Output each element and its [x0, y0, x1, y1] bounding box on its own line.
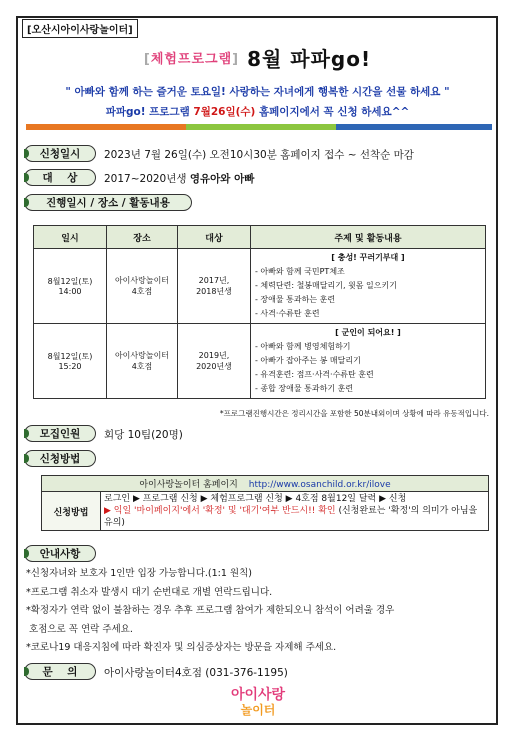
title-program: 체험프로그램: [150, 52, 233, 67]
guide-item: *코로나19 대응지침에 따라 확진자 및 의심증상자는 방문을 자제해 주세요.: [26, 642, 337, 653]
schedule-label: [24, 194, 192, 211]
recruit-label-text: 모집인원: [39, 428, 81, 440]
activity-item: - 아빠가 잡아주는 봉 매달리기: [255, 356, 361, 365]
method-steps-row: [42, 492, 489, 531]
pill-marker: [24, 173, 29, 182]
row-place-name: 아이사랑놀이터: [114, 276, 170, 285]
schedule-header-row: [34, 226, 486, 249]
target-value-years: 2017~2020년생: [104, 173, 187, 185]
method-row-label: 신청방법: [42, 492, 101, 531]
page-title: [0, 43, 515, 72]
row-target-year2: 2018년생: [196, 287, 232, 296]
row-place-branch: 4호점: [131, 362, 153, 371]
row-topic: [ 충성! 꾸러기부대 ]: [331, 253, 405, 262]
homepage-link[interactable]: http://www.osanchild.or.kr/ilove: [248, 480, 391, 490]
apply-date-label-text: 신청일시: [39, 148, 81, 160]
pill-marker: [24, 429, 29, 438]
title-main: 8월 파파go!: [247, 47, 372, 71]
guide-item: *프로그램 취소자 발생시 대기 순번대로 개별 연락드립니다.: [26, 586, 273, 598]
color-divider: [26, 124, 492, 130]
guide-item: *신청자녀와 보호자 1인만 입장 가능합니다.(1:1 원칙): [26, 568, 252, 579]
row-place: [107, 324, 178, 399]
schedule-note: *프로그램진행시간은 정리시간을 포함한 50분내외이며 상황에 따라 유동적입니다.: [219, 409, 489, 418]
col-topic-header: 주제 및 활동내용: [251, 226, 486, 249]
ilove-playground-logo: [211, 683, 306, 719]
row-place-name: 아이사랑놀이터: [114, 351, 170, 360]
row-date: [34, 249, 107, 324]
guide-label-text: 안내사항: [39, 548, 81, 560]
divider-blue: [336, 124, 492, 130]
target-value-who: 영유아와 아빠: [189, 173, 255, 185]
org-tag: [오산시아이사랑놀이터]: [22, 19, 138, 38]
method-site-cell: [42, 476, 489, 492]
row-target: [178, 249, 251, 324]
contact-label: [24, 663, 96, 680]
row-activities: [251, 249, 486, 324]
title-bracket-open: [: [143, 52, 151, 67]
table-row: [34, 324, 486, 399]
activity-item: - 아빠와 함께 병영체험하기: [255, 342, 351, 351]
row-date-day: 8월12일(토): [47, 277, 93, 286]
activity-item: - 체력단련: 철봉매달리기, 윗몸 일으키기: [255, 281, 397, 290]
guide-list: [26, 565, 394, 658]
method-site-row: [42, 476, 489, 492]
pill-marker: [24, 667, 29, 676]
recruit-value: 회당 10팀(20명): [104, 429, 183, 441]
col-date-header: 일시: [34, 226, 107, 249]
target-value: [104, 171, 254, 186]
guide-label: [24, 545, 96, 562]
row-target-year1: 2017년,: [198, 276, 230, 285]
method-warning-red: ▶ 익일 '마이페이지'에서 '확정' 및 '대기'여부 반드시!! 확인: [104, 506, 336, 516]
method-steps: 로그인 ▶ 프로그램 신청 ▶ 체험프로그램 신청 ▶ 4호점 8월12일 달력 ▶ 신청: [104, 494, 407, 504]
logo-line1: 아이사랑: [230, 687, 286, 703]
pill-marker: [24, 198, 29, 207]
slogan-line2-b: 홈페이지에서 꼭 신청 하세요^^: [259, 106, 410, 118]
method-label-text: 신청방법: [39, 453, 81, 465]
method-warning-note: (신청완료는 '확정'의 의미가 아님을 유의): [104, 506, 478, 528]
row-target-year1: 2019년,: [198, 351, 230, 360]
col-target-header: 대상: [178, 226, 251, 249]
title-bracket-close: ]: [232, 52, 240, 67]
table-row: [34, 249, 486, 324]
pill-marker: [24, 454, 29, 463]
activity-item: - 장애물 통과하는 훈련: [255, 295, 336, 304]
row-date-day: 8월12일(토): [47, 352, 93, 361]
target-label-text: 대 상: [42, 172, 78, 184]
schedule-label-text: 진행일시 / 장소 / 활동내용: [46, 197, 170, 209]
guide-item: *확정자가 연락 없이 불참하는 경우 추후 프로그램 참여가 제한되오니 참석이 어려울 경우: [26, 605, 395, 616]
method-label: [24, 450, 96, 467]
activity-item: - 아빠와 함께 국민PT체조: [255, 267, 345, 276]
apply-date-value: 2023년 7월 26일(수) 오전10시30분 홈페이지 접수 ~ 선착순 마감: [104, 149, 414, 161]
activity-item: - 유격훈련: 점프·사격·수류탄 훈련: [255, 370, 374, 379]
divider-orange: [26, 124, 186, 130]
logo-line2: 놀이터: [240, 703, 276, 717]
guide-item: 호점으로 꼭 연락 주세요.: [26, 623, 133, 635]
divider-green: [186, 124, 336, 130]
slogan-line2-a: 파파go! 프로그램: [105, 106, 190, 118]
activity-item: - 사격·수류탄 훈련: [255, 309, 320, 318]
slogan-line2: [0, 104, 515, 119]
slogan-line2-date: 7월26일(수): [193, 106, 256, 118]
pill-marker: [24, 149, 29, 158]
row-topic: [ 군인이 되어요! ]: [335, 328, 401, 337]
contact-value: 아이사랑놀이터4호점 (031-376-1195): [104, 667, 288, 679]
activity-item: - 종합 장애물 통과하기 훈련: [255, 384, 354, 393]
recruit-label: [24, 425, 96, 442]
row-place-branch: 4호점: [131, 287, 153, 296]
row-date-time: 15:20: [58, 362, 82, 371]
method-table: [41, 475, 489, 531]
slogan-line1: " 아빠와 함께 하는 즐거운 토요일! 사랑하는 자녀에게 행복한 시간을 선물 하세요 ": [65, 86, 450, 98]
row-date-time: 14:00: [58, 287, 82, 296]
method-steps-cell: [101, 492, 489, 531]
pill-marker: [24, 549, 29, 558]
apply-date-label: [24, 145, 96, 162]
schedule-table: [33, 225, 486, 399]
row-place: [107, 249, 178, 324]
method-warning: [104, 505, 485, 529]
row-target: [178, 324, 251, 399]
contact-label-text: 문 의: [42, 666, 78, 678]
target-label: [24, 169, 96, 186]
row-target-year2: 2020년생: [196, 362, 232, 371]
method-site-label: 아이사랑놀이터 홈페이지: [139, 480, 238, 490]
col-place-header: 장소: [107, 226, 178, 249]
row-activities: [251, 324, 486, 399]
row-date: [34, 324, 107, 399]
